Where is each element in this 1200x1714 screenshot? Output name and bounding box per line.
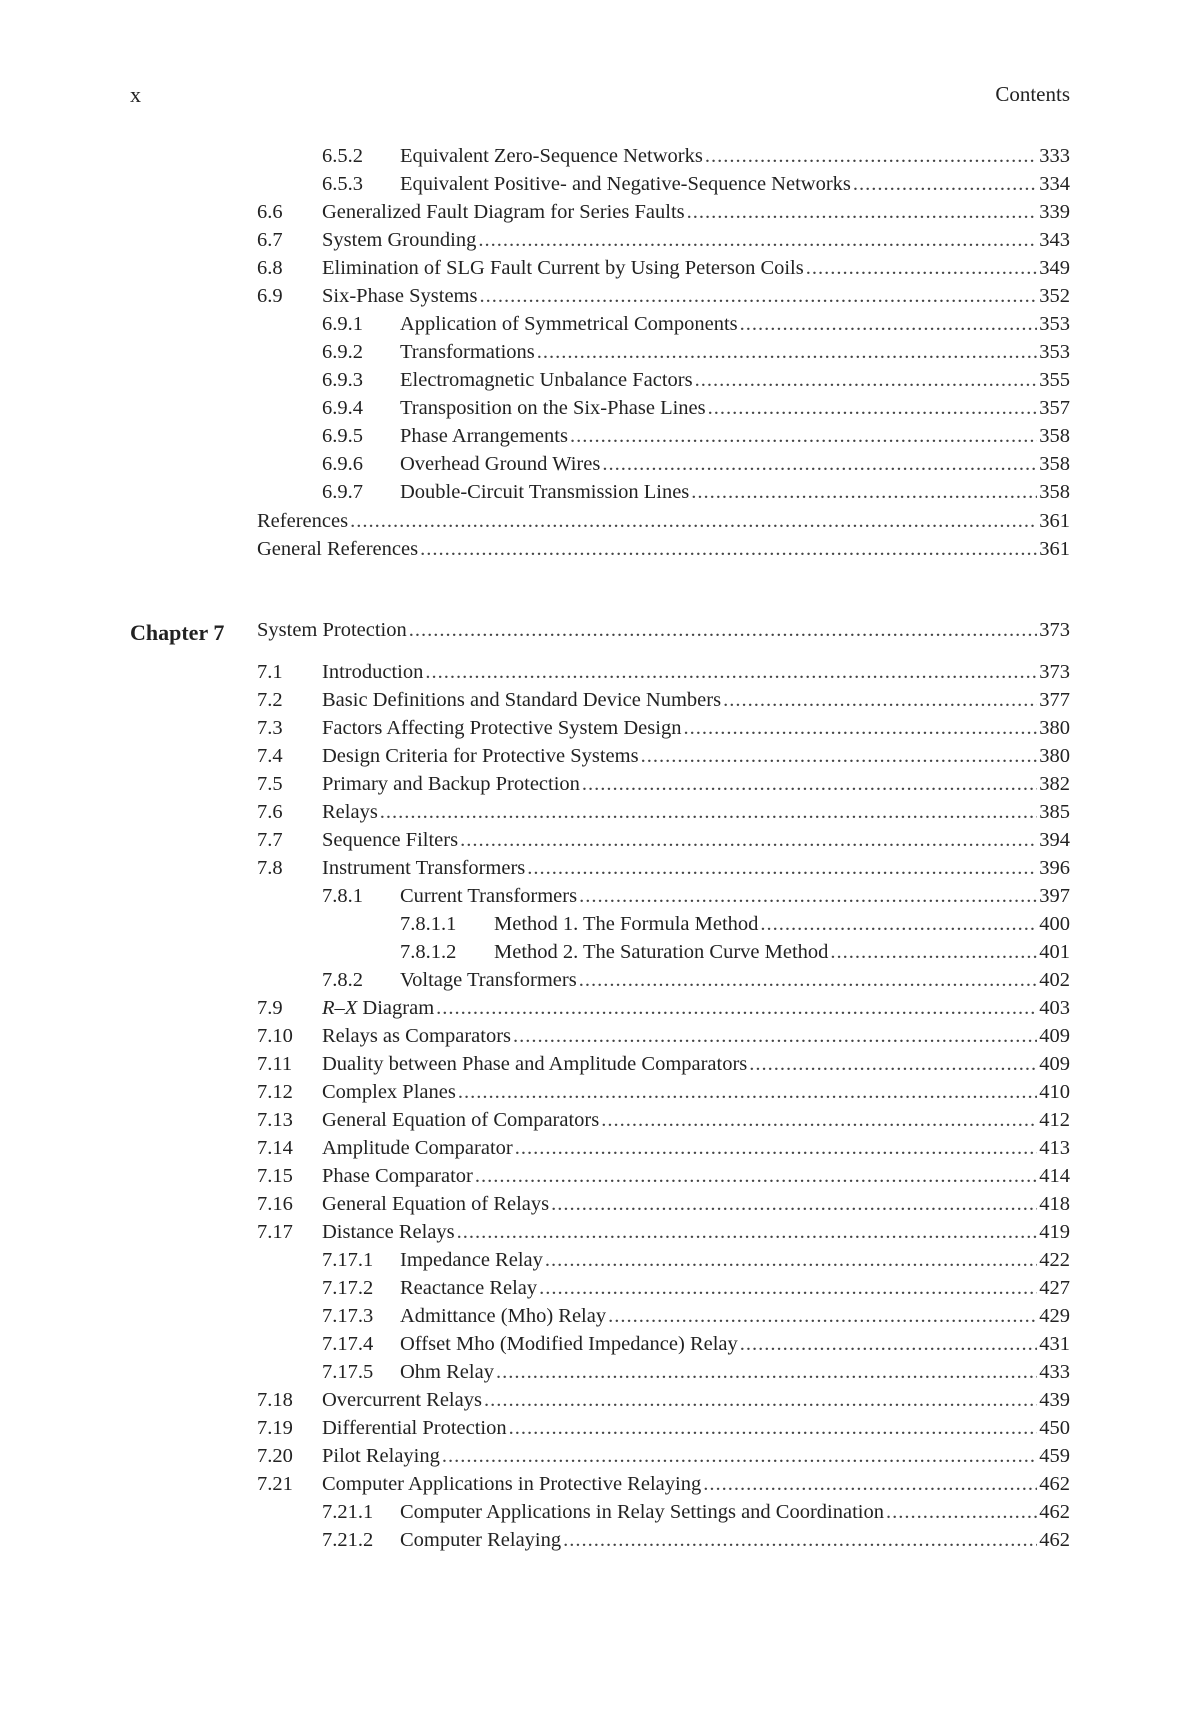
dot-leader bbox=[509, 1414, 1038, 1442]
toc-entry-page: 385 bbox=[1039, 801, 1070, 823]
toc-entry-title: Overhead Ground Wires bbox=[400, 453, 601, 475]
toc-entry-number: 7.6 bbox=[257, 801, 283, 823]
toc-entry[interactable] bbox=[257, 282, 1070, 310]
toc-entry-title: Method 1. The Formula Method bbox=[494, 913, 759, 935]
toc-entry-page: 450 bbox=[1039, 1417, 1070, 1439]
toc-entry-number: 7.10 bbox=[257, 1025, 293, 1047]
toc-entry[interactable] bbox=[322, 310, 1070, 338]
toc-entry[interactable] bbox=[322, 1274, 1070, 1302]
toc-entry-number: 7.13 bbox=[257, 1109, 293, 1131]
dot-leader bbox=[749, 1050, 1037, 1078]
toc-entry-title: General Equation of Comparators bbox=[322, 1109, 600, 1131]
dot-leader bbox=[457, 1218, 1038, 1246]
toc-entry-title: Sequence Filters bbox=[322, 829, 459, 851]
toc-entry-number: 7.4 bbox=[257, 745, 283, 767]
toc-entry-page: 409 bbox=[1039, 1025, 1070, 1047]
toc-entry-number: 7.17.5 bbox=[322, 1361, 374, 1383]
toc-entry-title: Voltage Transformers bbox=[400, 969, 577, 991]
toc-entry-title: References bbox=[257, 510, 349, 532]
toc-entry-title: Factors Affecting Protective System Design bbox=[322, 717, 682, 739]
toc-entry[interactable] bbox=[257, 994, 1070, 1022]
dot-leader bbox=[460, 826, 1037, 854]
dot-leader bbox=[708, 394, 1038, 422]
toc-entry-page: 358 bbox=[1039, 425, 1070, 447]
dot-leader bbox=[723, 686, 1037, 714]
dot-leader bbox=[479, 282, 1037, 310]
toc-entry-page: 377 bbox=[1039, 689, 1070, 711]
toc-entry-title: Impedance Relay bbox=[400, 1249, 543, 1271]
dot-leader bbox=[475, 1162, 1037, 1190]
toc-entry-title: Generalized Fault Diagram for Series Faults bbox=[322, 201, 685, 223]
toc-entry[interactable] bbox=[257, 1190, 1070, 1218]
toc-entry-page: 409 bbox=[1039, 1053, 1070, 1075]
toc-entry-page: 418 bbox=[1039, 1193, 1070, 1215]
dot-leader bbox=[695, 366, 1038, 394]
toc-entry-number: 6.9.4 bbox=[322, 397, 363, 419]
toc-entry[interactable] bbox=[322, 1302, 1070, 1330]
toc-entry[interactable] bbox=[322, 1330, 1070, 1358]
toc-entry-number: 7.19 bbox=[257, 1417, 293, 1439]
dot-leader bbox=[705, 142, 1037, 170]
toc-entry-number: 7.2 bbox=[257, 689, 283, 711]
toc-entry-number: 7.18 bbox=[257, 1389, 293, 1411]
toc-entry-number: 7.7 bbox=[257, 829, 283, 851]
toc-entry[interactable] bbox=[322, 142, 1070, 170]
toc-entry-page: 439 bbox=[1039, 1389, 1070, 1411]
toc-entry-number: 6.7 bbox=[257, 229, 283, 251]
toc-entry-number: 7.21.1 bbox=[322, 1501, 374, 1523]
toc-entry-page: 414 bbox=[1039, 1165, 1070, 1187]
toc-entry-number: 6.6 bbox=[257, 201, 283, 223]
toc-entry-number: 7.21 bbox=[257, 1473, 293, 1495]
dot-leader bbox=[740, 1330, 1037, 1358]
toc-entry-number: 7.8.1.2 bbox=[400, 941, 457, 963]
toc-entry-title: Admittance (Mho) Relay bbox=[400, 1305, 607, 1327]
toc-entry-title: Application of Symmetrical Components bbox=[400, 313, 738, 335]
toc-entry-number: 7.12 bbox=[257, 1081, 293, 1103]
toc-entry-title: Equivalent Zero-Sequence Networks bbox=[400, 145, 703, 167]
toc-entry-number: 7.17 bbox=[257, 1221, 293, 1243]
toc-entry-title: Electromagnetic Unbalance Factors bbox=[400, 369, 693, 391]
toc-entry-number: 7.3 bbox=[257, 717, 283, 739]
dot-leader bbox=[545, 1246, 1037, 1274]
toc-entry-page: 427 bbox=[1039, 1277, 1070, 1299]
dot-leader bbox=[380, 798, 1037, 826]
toc-entry-page: 433 bbox=[1039, 1361, 1070, 1383]
toc-entry-page: 358 bbox=[1039, 481, 1070, 503]
toc-entry-title: Computer Relaying bbox=[400, 1529, 562, 1551]
toc-entry-title: Introduction bbox=[322, 661, 424, 683]
toc-entry[interactable] bbox=[257, 854, 1070, 882]
toc-entry-page: 373 bbox=[1039, 619, 1070, 641]
toc-entry-number: 6.9 bbox=[257, 285, 283, 307]
toc-entry[interactable] bbox=[322, 422, 1070, 450]
toc-entry-page: 462 bbox=[1039, 1529, 1070, 1551]
toc-entry-number: 7.14 bbox=[257, 1137, 293, 1159]
toc-entry[interactable] bbox=[322, 966, 1070, 994]
dot-leader bbox=[579, 882, 1037, 910]
toc-entry-title: Overcurrent Relays bbox=[322, 1389, 482, 1411]
dot-leader bbox=[436, 994, 1037, 1022]
toc-entry-number: 7.17.2 bbox=[322, 1277, 374, 1299]
toc-entry-page: 431 bbox=[1039, 1333, 1070, 1355]
toc-entry[interactable] bbox=[257, 1022, 1070, 1050]
toc-entry-number: 7.8.1 bbox=[322, 885, 363, 907]
toc-entry-page: 355 bbox=[1039, 369, 1070, 391]
toc-entry-title: Primary and Backup Protection bbox=[322, 773, 580, 795]
toc-entry-page: 373 bbox=[1039, 661, 1070, 683]
toc-entry-page: 394 bbox=[1039, 829, 1070, 851]
toc-entry-number: 6.9.5 bbox=[322, 425, 363, 447]
dot-leader bbox=[687, 198, 1038, 226]
dot-leader bbox=[496, 1358, 1037, 1386]
toc-entry-page: 419 bbox=[1039, 1221, 1070, 1243]
dot-leader bbox=[691, 478, 1037, 506]
toc-entry-page: 343 bbox=[1039, 229, 1070, 251]
toc-entry-title: Complex Planes bbox=[322, 1081, 456, 1103]
dot-leader bbox=[886, 1498, 1037, 1526]
toc-entry[interactable] bbox=[257, 1470, 1070, 1498]
dot-leader bbox=[683, 714, 1037, 742]
toc-entry[interactable] bbox=[257, 616, 1070, 644]
toc-entry-title: Phase Arrangements bbox=[400, 425, 568, 447]
toc-entry[interactable] bbox=[322, 1358, 1070, 1386]
toc-entry-page: 361 bbox=[1039, 538, 1070, 560]
toc-entry-title: Computer Applications in Protective Relaying bbox=[322, 1473, 702, 1495]
toc-entry-title: Amplitude Comparator bbox=[322, 1137, 513, 1159]
dot-leader bbox=[570, 422, 1037, 450]
toc-entry-title: Offset Mho (Modified Impedance) Relay bbox=[400, 1333, 738, 1355]
toc-entry-page: 402 bbox=[1039, 969, 1070, 991]
toc-entry[interactable] bbox=[257, 798, 1070, 826]
toc-entry-title: Double-Circuit Transmission Lines bbox=[400, 481, 690, 503]
dot-leader bbox=[513, 1022, 1037, 1050]
toc-entry[interactable] bbox=[257, 1386, 1070, 1414]
toc-entry[interactable] bbox=[322, 1246, 1070, 1274]
dot-leader bbox=[420, 535, 1037, 563]
toc-entry-page: 400 bbox=[1039, 913, 1070, 935]
dot-leader bbox=[484, 1386, 1037, 1414]
dot-leader bbox=[703, 1470, 1037, 1498]
toc-entry[interactable] bbox=[257, 658, 1070, 686]
dot-leader bbox=[582, 770, 1037, 798]
toc-entry[interactable] bbox=[257, 1218, 1070, 1246]
toc-entry-title: Pilot Relaying bbox=[322, 1445, 440, 1467]
toc-entry-number: 6.9.3 bbox=[322, 369, 363, 391]
toc-entry-number: 6.9.7 bbox=[322, 481, 363, 503]
toc-entry-page: 413 bbox=[1039, 1137, 1070, 1159]
running-head: Contents bbox=[995, 82, 1070, 106]
toc-entry-title: R–X Diagram bbox=[322, 997, 435, 1019]
dot-leader bbox=[830, 938, 1037, 966]
toc-entry-number: 7.8.2 bbox=[322, 969, 363, 991]
toc-entry-title: General Equation of Relays bbox=[322, 1193, 550, 1215]
toc-entry-number: 6.9.2 bbox=[322, 341, 363, 363]
dot-leader bbox=[602, 450, 1037, 478]
toc-entry-page: 352 bbox=[1039, 285, 1070, 307]
toc-entry-number: 6.5.2 bbox=[322, 145, 363, 167]
dot-leader bbox=[515, 1134, 1038, 1162]
toc-entry-title: Distance Relays bbox=[322, 1221, 455, 1243]
toc-entry-page: 412 bbox=[1039, 1109, 1070, 1131]
toc-entry-title: Elimination of SLG Fault Current by Using Peterson Coils bbox=[322, 257, 804, 279]
toc-entry-page: 361 bbox=[1039, 510, 1070, 532]
dot-leader bbox=[409, 616, 1037, 644]
toc-entry-title: Six-Phase Systems bbox=[322, 285, 478, 307]
toc-entry[interactable] bbox=[257, 1162, 1070, 1190]
dot-leader bbox=[478, 226, 1037, 254]
dot-leader bbox=[740, 310, 1038, 338]
dot-leader bbox=[760, 910, 1037, 938]
dot-leader bbox=[641, 742, 1038, 770]
toc-entry-number: 7.21.2 bbox=[322, 1529, 374, 1551]
dot-leader bbox=[806, 254, 1038, 282]
toc-entry[interactable] bbox=[257, 1078, 1070, 1106]
toc-entry-page: 353 bbox=[1039, 313, 1070, 335]
toc-entry-page: 462 bbox=[1039, 1501, 1070, 1523]
toc-entry[interactable] bbox=[322, 1526, 1070, 1554]
toc-entry[interactable] bbox=[400, 938, 1070, 966]
page-header bbox=[130, 82, 1070, 112]
page-number: x bbox=[130, 82, 141, 107]
toc-entry-number: 7.20 bbox=[257, 1445, 293, 1467]
toc-entry[interactable] bbox=[322, 478, 1070, 506]
toc-entry-title: Differential Protection bbox=[322, 1417, 507, 1439]
toc-entry-title: System Protection bbox=[257, 619, 407, 641]
toc-entry[interactable] bbox=[322, 882, 1070, 910]
dot-leader bbox=[563, 1526, 1037, 1554]
toc-entry-number: 7.9 bbox=[257, 997, 283, 1019]
toc-entry[interactable] bbox=[257, 770, 1070, 798]
toc-entry[interactable] bbox=[257, 1414, 1070, 1442]
toc-entry-number: 7.5 bbox=[257, 773, 283, 795]
toc-entry-page: 380 bbox=[1039, 745, 1070, 767]
toc-entry-number: 7.15 bbox=[257, 1165, 293, 1187]
toc-entry-number: 7.1 bbox=[257, 661, 283, 683]
toc-entry-title: Design Criteria for Protective Systems bbox=[322, 745, 639, 767]
toc-entry-page: 397 bbox=[1039, 885, 1070, 907]
toc-entry-page: 403 bbox=[1039, 997, 1070, 1019]
chapter-label: Chapter 7 bbox=[130, 620, 225, 645]
toc-entry-number: 7.8.1.1 bbox=[400, 913, 457, 935]
toc-entry-page: 334 bbox=[1039, 173, 1070, 195]
toc-entry-page: 353 bbox=[1039, 341, 1070, 363]
toc-entry-number: 7.17.3 bbox=[322, 1305, 374, 1327]
toc-entry-title: Computer Applications in Relay Settings and Coordination bbox=[400, 1501, 884, 1523]
toc-entry-number: 7.8 bbox=[257, 857, 283, 879]
toc-entry-title: General References bbox=[257, 538, 419, 560]
toc-entry-number: 6.9.6 bbox=[322, 453, 363, 475]
toc-entry-title: Duality between Phase and Amplitude Comparators bbox=[322, 1053, 748, 1075]
dot-leader bbox=[608, 1302, 1037, 1330]
toc-entry[interactable] bbox=[257, 742, 1070, 770]
toc-entry-page: 382 bbox=[1039, 773, 1070, 795]
toc-entry-title: Current Transformers bbox=[400, 885, 578, 907]
toc-entry-page: 401 bbox=[1039, 941, 1070, 963]
toc-entry[interactable] bbox=[257, 686, 1070, 714]
dot-leader bbox=[579, 966, 1038, 994]
toc-entry-number: 6.9.1 bbox=[322, 313, 363, 335]
toc-entry-title: Basic Definitions and Standard Device Numbers bbox=[322, 689, 722, 711]
toc-entry[interactable] bbox=[322, 450, 1070, 478]
toc-entry[interactable] bbox=[322, 170, 1070, 198]
toc-entry-title: Transposition on the Six-Phase Lines bbox=[400, 397, 706, 419]
toc-entry-title: System Grounding bbox=[322, 229, 477, 251]
toc-entry-page: 339 bbox=[1039, 201, 1070, 223]
toc-entry[interactable] bbox=[322, 338, 1070, 366]
toc-entry-title: Relays as Comparators bbox=[322, 1025, 512, 1047]
toc-entry[interactable] bbox=[322, 366, 1070, 394]
toc-entry-page: 358 bbox=[1039, 453, 1070, 475]
dot-leader bbox=[425, 658, 1037, 686]
toc-entry-page: 396 bbox=[1039, 857, 1070, 879]
toc-entry[interactable] bbox=[257, 826, 1070, 854]
toc-entry-number: 7.16 bbox=[257, 1193, 293, 1215]
toc-entry-title: Reactance Relay bbox=[400, 1277, 538, 1299]
toc-entry-title: Instrument Transformers bbox=[322, 857, 526, 879]
toc-entry-number: 6.8 bbox=[257, 257, 283, 279]
dot-leader bbox=[442, 1442, 1037, 1470]
toc-entry[interactable] bbox=[257, 254, 1070, 282]
dot-leader bbox=[551, 1190, 1037, 1218]
toc-entry-title: Relays bbox=[322, 801, 378, 823]
toc-entry-page: 357 bbox=[1039, 397, 1070, 419]
toc-entry[interactable] bbox=[257, 507, 1070, 535]
toc-entry-page: 422 bbox=[1039, 1249, 1070, 1271]
dot-leader bbox=[527, 854, 1037, 882]
toc-entry-page: 429 bbox=[1039, 1305, 1070, 1327]
toc-entry-title: Transformations bbox=[400, 341, 535, 363]
toc-entry-number: 7.17.4 bbox=[322, 1333, 374, 1355]
toc-entry-title: Ohm Relay bbox=[400, 1361, 494, 1383]
toc-entry[interactable] bbox=[257, 535, 1070, 563]
toc-entry-number: 7.11 bbox=[257, 1053, 293, 1075]
toc-entry-page: 349 bbox=[1039, 257, 1070, 279]
toc-entry-page: 333 bbox=[1039, 145, 1070, 167]
toc-entry[interactable] bbox=[257, 198, 1070, 226]
dot-leader bbox=[601, 1106, 1037, 1134]
toc-entry-page: 462 bbox=[1039, 1473, 1070, 1495]
toc-entry[interactable] bbox=[257, 226, 1070, 254]
dot-leader bbox=[539, 1274, 1037, 1302]
toc-entry-title: Equivalent Positive- and Negative-Sequence Networks bbox=[400, 173, 851, 195]
toc-entry[interactable] bbox=[257, 1050, 1070, 1078]
toc-entry-number: 6.5.3 bbox=[322, 173, 363, 195]
dot-leader bbox=[853, 170, 1037, 198]
toc-entry-title: Phase Comparator bbox=[322, 1165, 473, 1187]
toc-entry-title: Method 2. The Saturation Curve Method bbox=[494, 941, 829, 963]
toc-entry-page: 410 bbox=[1039, 1081, 1070, 1103]
toc-entry[interactable] bbox=[257, 1134, 1070, 1162]
toc-entry-page: 459 bbox=[1039, 1445, 1070, 1467]
toc-entry[interactable] bbox=[322, 394, 1070, 422]
dot-leader bbox=[350, 507, 1037, 535]
toc-entry[interactable] bbox=[257, 1442, 1070, 1470]
dot-leader bbox=[458, 1078, 1037, 1106]
toc-entry[interactable] bbox=[257, 1106, 1070, 1134]
toc-entry[interactable] bbox=[257, 714, 1070, 742]
dot-leader bbox=[537, 338, 1037, 366]
toc-entry[interactable] bbox=[400, 910, 1070, 938]
toc-entry-number: 7.17.1 bbox=[322, 1249, 374, 1271]
toc-entry[interactable] bbox=[322, 1498, 1070, 1526]
toc-entry-page: 380 bbox=[1039, 717, 1070, 739]
